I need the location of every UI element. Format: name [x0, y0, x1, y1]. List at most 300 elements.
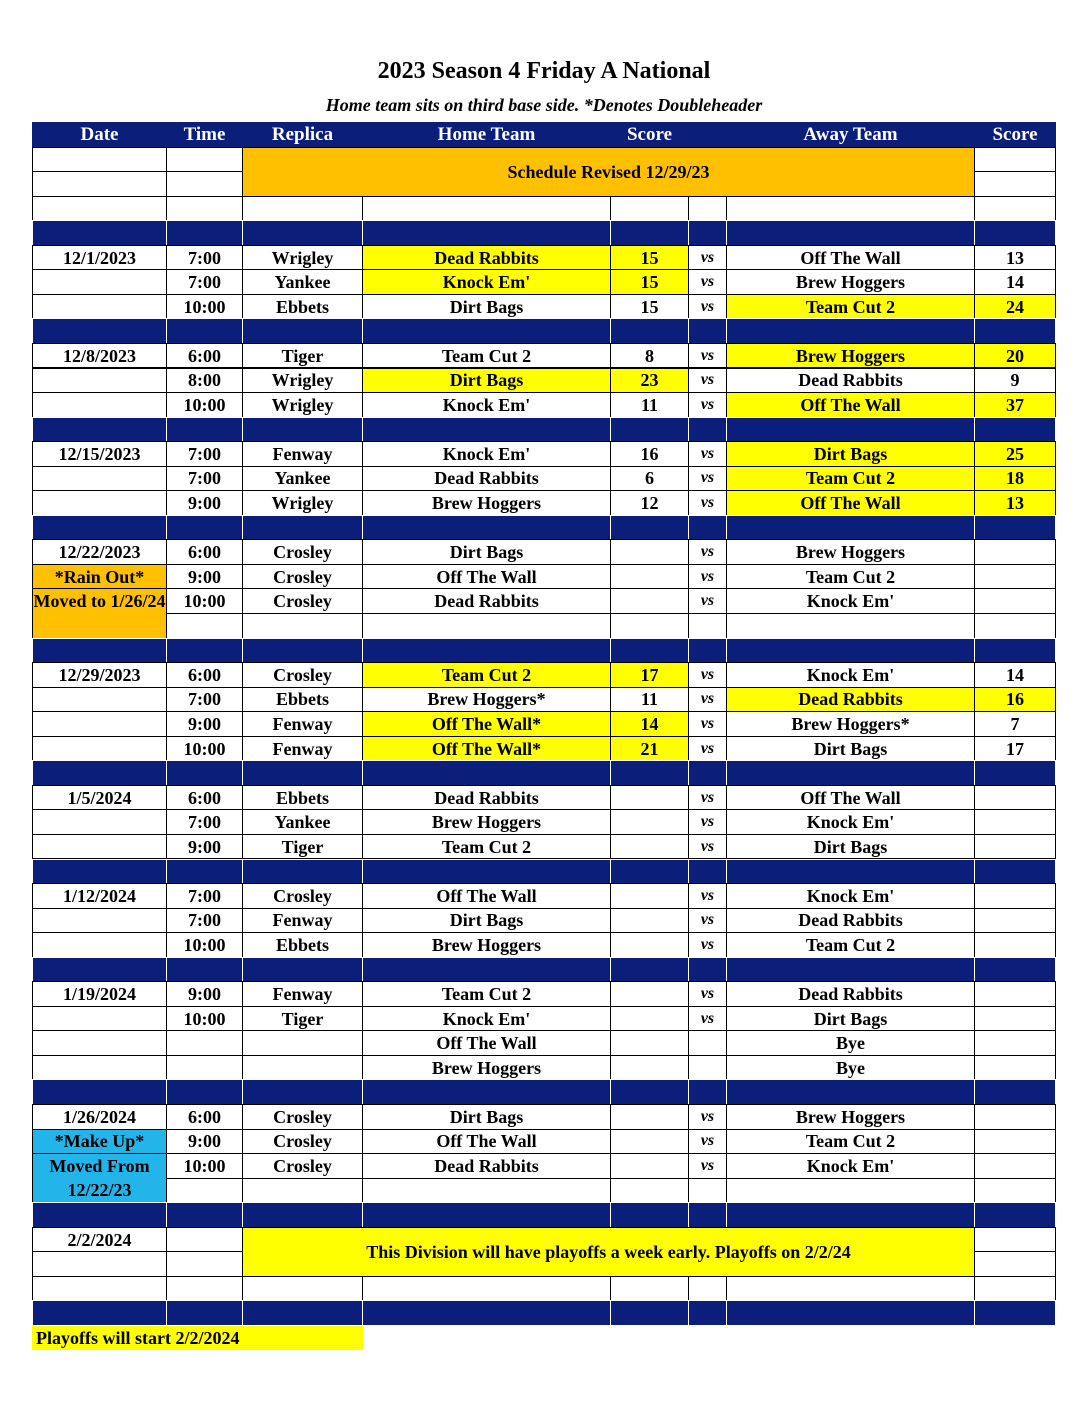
- empty-cell: [32, 809, 167, 835]
- separator-cell: [610, 638, 689, 664]
- date-cell: 1/5/2024: [32, 785, 167, 811]
- home-team-cell: Knock Em': [362, 392, 611, 418]
- separator-cell: [610, 859, 689, 885]
- separator-cell: [610, 957, 689, 983]
- separator-cell: [362, 760, 611, 786]
- away-score-cell: [974, 834, 1056, 860]
- date-cell: 12/22/2023: [32, 539, 167, 565]
- home-team-cell: Dead Rabbits: [362, 1153, 611, 1179]
- separator-cell: [242, 638, 363, 664]
- empty-cell: [32, 1030, 167, 1056]
- footer-note: Playoffs will start 2/2/2024: [32, 1326, 363, 1350]
- time-cell: 9:00: [166, 490, 243, 516]
- vs-cell: vs: [688, 883, 727, 909]
- column-header: Date: [32, 122, 167, 148]
- away-score-cell: 37: [974, 392, 1056, 418]
- empty-cell: [166, 147, 243, 173]
- separator-cell: [166, 318, 243, 344]
- revised-banner: Schedule Revised 12/29/23: [242, 147, 975, 197]
- separator-cell: [974, 515, 1056, 541]
- vs-cell: vs: [688, 539, 727, 565]
- separator-cell: [974, 859, 1056, 885]
- date-cell: 2/2/2024: [32, 1227, 167, 1253]
- empty-cell: [726, 613, 975, 639]
- home-team-cell: Brew Hoggers: [362, 490, 611, 516]
- vs-cell: vs: [688, 736, 727, 762]
- empty-cell: [974, 171, 1056, 197]
- vs-cell: vs: [688, 490, 727, 516]
- away-team-cell: Dead Rabbits: [726, 687, 975, 713]
- time-cell: 7:00: [166, 466, 243, 492]
- separator-cell: [362, 1300, 611, 1326]
- home-score-cell: 15: [610, 245, 689, 271]
- empty-cell: [166, 613, 243, 639]
- vs-cell: vs: [688, 294, 727, 320]
- empty-cell: [32, 1276, 167, 1302]
- away-team-cell: Knock Em': [726, 662, 975, 688]
- separator-cell: [688, 220, 727, 246]
- empty-cell: [688, 1178, 727, 1204]
- replica-cell: Fenway: [242, 908, 363, 934]
- home-score-cell: 6: [610, 466, 689, 492]
- away-team-cell: Bye: [726, 1030, 975, 1056]
- empty-cell: [362, 613, 611, 639]
- separator-cell: [242, 760, 363, 786]
- empty-cell: [242, 1276, 363, 1302]
- replica-cell: Ebbets: [242, 687, 363, 713]
- away-score-cell: 16: [974, 687, 1056, 713]
- home-score-cell: 16: [610, 441, 689, 467]
- away-score-cell: [974, 932, 1056, 958]
- home-team-cell: Team Cut 2: [362, 981, 611, 1007]
- separator-cell: [688, 760, 727, 786]
- separator-cell: [974, 417, 1056, 443]
- separator-cell: [362, 638, 611, 664]
- separator-cell: [242, 859, 363, 885]
- separator-cell: [32, 417, 167, 443]
- away-team-cell: Team Cut 2: [726, 564, 975, 590]
- replica-cell: Crosley: [242, 539, 363, 565]
- separator-cell: [726, 957, 975, 983]
- separator-cell: [610, 220, 689, 246]
- separator-cell: [688, 859, 727, 885]
- empty-cell: [242, 613, 363, 639]
- away-score-cell: 14: [974, 662, 1056, 688]
- home-team-cell: Team Cut 2: [362, 343, 611, 369]
- time-cell: 7:00: [166, 883, 243, 909]
- separator-cell: [610, 417, 689, 443]
- separator-cell: [362, 515, 611, 541]
- empty-cell: [32, 1006, 167, 1032]
- separator-cell: [32, 1079, 167, 1105]
- away-team-cell: Dirt Bags: [726, 834, 975, 860]
- date-cell: 12/29/2023: [32, 662, 167, 688]
- replica-cell: Crosley: [242, 588, 363, 614]
- date-cell: 1/26/2024: [32, 1104, 167, 1130]
- separator-cell: [688, 1202, 727, 1228]
- separator-cell: [610, 1300, 689, 1326]
- separator-cell: [688, 515, 727, 541]
- away-team-cell: Brew Hoggers: [726, 343, 975, 369]
- empty-cell: [362, 1178, 611, 1204]
- home-score-cell: [610, 539, 689, 565]
- separator-cell: [32, 318, 167, 344]
- replica-cell: Yankee: [242, 466, 363, 492]
- separator-cell: [726, 515, 975, 541]
- away-team-cell: Off The Wall: [726, 490, 975, 516]
- away-score-cell: 20: [974, 343, 1056, 369]
- separator-cell: [726, 1079, 975, 1105]
- separator-cell: [166, 638, 243, 664]
- away-score-cell: 18: [974, 466, 1056, 492]
- empty-cell: [362, 196, 611, 222]
- replica-cell: [242, 1055, 363, 1081]
- separator-cell: [166, 1202, 243, 1228]
- away-score-cell: 7: [974, 711, 1056, 737]
- empty-cell: [688, 196, 727, 222]
- away-score-cell: [974, 1129, 1056, 1155]
- home-score-cell: [610, 588, 689, 614]
- away-score-cell: [974, 564, 1056, 590]
- column-header: [688, 122, 727, 148]
- date-cell: 12/15/2023: [32, 441, 167, 467]
- separator-cell: [32, 957, 167, 983]
- separator-cell: [688, 417, 727, 443]
- time-cell: 6:00: [166, 785, 243, 811]
- home-team-cell: Team Cut 2: [362, 834, 611, 860]
- separator-cell: [726, 638, 975, 664]
- vs-cell: vs: [688, 908, 727, 934]
- empty-cell: [610, 1178, 689, 1204]
- empty-cell: [32, 368, 167, 394]
- empty-cell: [32, 196, 167, 222]
- home-team-cell: Team Cut 2: [362, 662, 611, 688]
- home-score-cell: [610, 1030, 689, 1056]
- separator-cell: [726, 1202, 975, 1228]
- time-cell: 9:00: [166, 981, 243, 1007]
- away-team-cell: Team Cut 2: [726, 1129, 975, 1155]
- separator-cell: [166, 957, 243, 983]
- away-team-cell: Brew Hoggers: [726, 269, 975, 295]
- away-score-cell: [974, 908, 1056, 934]
- replica-cell: Yankee: [242, 809, 363, 835]
- home-team-cell: Off The Wall: [362, 1129, 611, 1155]
- separator-cell: [610, 318, 689, 344]
- separator-cell: [726, 1300, 975, 1326]
- replica-cell: [242, 1030, 363, 1056]
- home-score-cell: 11: [610, 687, 689, 713]
- empty-cell: [32, 392, 167, 418]
- away-team-cell: Dirt Bags: [726, 1006, 975, 1032]
- empty-cell: [610, 1276, 689, 1302]
- vs-cell: vs: [688, 785, 727, 811]
- vs-cell: vs: [688, 809, 727, 835]
- empty-cell: [242, 196, 363, 222]
- away-score-cell: [974, 809, 1056, 835]
- empty-cell: [32, 711, 167, 737]
- home-team-cell: Dirt Bags: [362, 368, 611, 394]
- home-score-cell: 12: [610, 490, 689, 516]
- away-team-cell: Dirt Bags: [726, 736, 975, 762]
- home-team-cell: Knock Em': [362, 1006, 611, 1032]
- home-score-cell: [610, 809, 689, 835]
- time-cell: 7:00: [166, 908, 243, 934]
- separator-cell: [610, 1079, 689, 1105]
- vs-cell: vs: [688, 1129, 727, 1155]
- vs-cell: vs: [688, 368, 727, 394]
- empty-cell: [32, 466, 167, 492]
- vs-cell: vs: [688, 711, 727, 737]
- separator-cell: [974, 957, 1056, 983]
- empty-cell: [974, 196, 1056, 222]
- empty-cell: [32, 269, 167, 295]
- separator-cell: [688, 318, 727, 344]
- separator-cell: [166, 220, 243, 246]
- separator-cell: [688, 1300, 727, 1326]
- column-header: Home Team: [362, 122, 611, 148]
- home-team-cell: Dirt Bags: [362, 539, 611, 565]
- separator-cell: [242, 957, 363, 983]
- column-header: Score: [974, 122, 1056, 148]
- away-team-cell: Dead Rabbits: [726, 908, 975, 934]
- vs-cell: vs: [688, 245, 727, 271]
- vs-cell: vs: [688, 981, 727, 1007]
- home-score-cell: 23: [610, 368, 689, 394]
- home-score-cell: 11: [610, 392, 689, 418]
- separator-cell: [362, 220, 611, 246]
- replica-cell: Crosley: [242, 1129, 363, 1155]
- empty-cell: [32, 171, 167, 197]
- empty-cell: [688, 1055, 727, 1081]
- empty-cell: [974, 147, 1056, 173]
- home-team-cell: Dirt Bags: [362, 294, 611, 320]
- separator-cell: [610, 515, 689, 541]
- empty-cell: [362, 1276, 611, 1302]
- home-team-cell: Brew Hoggers: [362, 809, 611, 835]
- replica-cell: Tiger: [242, 1006, 363, 1032]
- separator-cell: [726, 760, 975, 786]
- vs-cell: vs: [688, 1104, 727, 1130]
- empty-cell: [688, 613, 727, 639]
- empty-cell: [32, 932, 167, 958]
- time-cell: 10:00: [166, 294, 243, 320]
- away-team-cell: Brew Hoggers: [726, 1104, 975, 1130]
- empty-cell: [166, 1178, 243, 1204]
- home-team-cell: Off The Wall: [362, 883, 611, 909]
- empty-cell: [726, 1276, 975, 1302]
- column-header: Time: [166, 122, 243, 148]
- empty-cell: [32, 687, 167, 713]
- home-score-cell: [610, 908, 689, 934]
- empty-cell: [726, 196, 975, 222]
- rain-out-moved: Moved to 1/26/24: [32, 588, 167, 638]
- separator-cell: [688, 1079, 727, 1105]
- page-title: 2023 Season 4 Friday A National: [377, 58, 711, 84]
- separator-cell: [974, 1300, 1056, 1326]
- vs-cell: vs: [688, 269, 727, 295]
- separator-cell: [726, 417, 975, 443]
- replica-cell: Crosley: [242, 1153, 363, 1179]
- make-up-moved: Moved From 12/22/23: [32, 1153, 167, 1203]
- away-team-cell: Team Cut 2: [726, 932, 975, 958]
- time-cell: [166, 1055, 243, 1081]
- separator-cell: [242, 318, 363, 344]
- time-cell: 10:00: [166, 392, 243, 418]
- separator-cell: [610, 760, 689, 786]
- home-score-cell: [610, 932, 689, 958]
- home-score-cell: [610, 883, 689, 909]
- separator-cell: [166, 515, 243, 541]
- replica-cell: Tiger: [242, 343, 363, 369]
- away-score-cell: [974, 785, 1056, 811]
- empty-cell: [32, 736, 167, 762]
- time-cell: 9:00: [166, 564, 243, 590]
- away-score-cell: [974, 1006, 1056, 1032]
- home-team-cell: Off The Wall*: [362, 736, 611, 762]
- separator-cell: [362, 859, 611, 885]
- make-up-label: *Make Up*: [32, 1129, 167, 1155]
- empty-cell: [688, 1030, 727, 1056]
- replica-cell: Fenway: [242, 441, 363, 467]
- home-team-cell: Brew Hoggers: [362, 1055, 611, 1081]
- vs-cell: vs: [688, 687, 727, 713]
- away-score-cell: [974, 981, 1056, 1007]
- replica-cell: Wrigley: [242, 368, 363, 394]
- empty-cell: [32, 834, 167, 860]
- away-team-cell: Brew Hoggers: [726, 539, 975, 565]
- home-team-cell: Dirt Bags: [362, 908, 611, 934]
- away-score-cell: [974, 539, 1056, 565]
- replica-cell: Wrigley: [242, 245, 363, 271]
- away-team-cell: Dirt Bags: [726, 441, 975, 467]
- empty-cell: [166, 1276, 243, 1302]
- empty-cell: [166, 1227, 243, 1253]
- empty-cell: [688, 1276, 727, 1302]
- separator-cell: [32, 859, 167, 885]
- home-score-cell: 15: [610, 294, 689, 320]
- vs-cell: vs: [688, 441, 727, 467]
- away-team-cell: Dead Rabbits: [726, 368, 975, 394]
- separator-cell: [974, 760, 1056, 786]
- home-team-cell: Off The Wall: [362, 1030, 611, 1056]
- replica-cell: Crosley: [242, 883, 363, 909]
- replica-cell: Ebbets: [242, 294, 363, 320]
- empty-cell: [242, 1178, 363, 1204]
- separator-cell: [362, 1079, 611, 1105]
- separator-cell: [166, 760, 243, 786]
- away-score-cell: [974, 1104, 1056, 1130]
- replica-cell: Crosley: [242, 1104, 363, 1130]
- empty-cell: [32, 294, 167, 320]
- away-score-cell: [974, 1153, 1056, 1179]
- vs-cell: vs: [688, 343, 727, 369]
- away-team-cell: Team Cut 2: [726, 466, 975, 492]
- column-header: Score: [610, 122, 689, 148]
- home-score-cell: [610, 1153, 689, 1179]
- away-score-cell: 13: [974, 245, 1056, 271]
- separator-cell: [32, 1300, 167, 1326]
- home-score-cell: 17: [610, 662, 689, 688]
- replica-cell: Ebbets: [242, 785, 363, 811]
- separator-cell: [32, 638, 167, 664]
- separator-cell: [974, 638, 1056, 664]
- home-score-cell: [610, 1006, 689, 1032]
- time-cell: 6:00: [166, 662, 243, 688]
- time-cell: 9:00: [166, 834, 243, 860]
- separator-cell: [242, 417, 363, 443]
- time-cell: 6:00: [166, 539, 243, 565]
- empty-cell: [610, 613, 689, 639]
- away-team-cell: Off The Wall: [726, 785, 975, 811]
- replica-cell: Crosley: [242, 564, 363, 590]
- home-team-cell: Dirt Bags: [362, 1104, 611, 1130]
- playoff-banner: This Division will have playoffs a week early. Playoffs on 2/2/24: [242, 1227, 975, 1277]
- separator-cell: [974, 1202, 1056, 1228]
- empty-cell: [166, 196, 243, 222]
- home-score-cell: [610, 1055, 689, 1081]
- separator-cell: [242, 220, 363, 246]
- date-cell: 1/12/2024: [32, 883, 167, 909]
- column-header: Replica: [242, 122, 363, 148]
- empty-cell: [32, 1055, 167, 1081]
- away-team-cell: Off The Wall: [726, 245, 975, 271]
- home-score-cell: 21: [610, 736, 689, 762]
- replica-cell: Yankee: [242, 269, 363, 295]
- separator-cell: [166, 417, 243, 443]
- separator-cell: [32, 760, 167, 786]
- home-score-cell: [610, 834, 689, 860]
- away-score-cell: [974, 1030, 1056, 1056]
- away-team-cell: Knock Em': [726, 1153, 975, 1179]
- separator-cell: [610, 1202, 689, 1228]
- empty-cell: [166, 171, 243, 197]
- home-score-cell: 8: [610, 343, 689, 369]
- vs-cell: vs: [688, 466, 727, 492]
- away-team-cell: Knock Em': [726, 588, 975, 614]
- separator-cell: [166, 859, 243, 885]
- date-cell: 12/1/2023: [32, 245, 167, 271]
- away-team-cell: Off The Wall: [726, 392, 975, 418]
- time-cell: 7:00: [166, 809, 243, 835]
- vs-cell: vs: [688, 662, 727, 688]
- empty-cell: [974, 613, 1056, 639]
- home-team-cell: Dead Rabbits: [362, 588, 611, 614]
- separator-cell: [166, 1079, 243, 1105]
- away-team-cell: Knock Em': [726, 883, 975, 909]
- home-team-cell: Brew Hoggers: [362, 932, 611, 958]
- vs-cell: vs: [688, 834, 727, 860]
- home-score-cell: [610, 981, 689, 1007]
- time-cell: 7:00: [166, 245, 243, 271]
- empty-cell: [166, 1251, 243, 1277]
- empty-cell: [610, 196, 689, 222]
- home-score-cell: [610, 785, 689, 811]
- time-cell: 10:00: [166, 588, 243, 614]
- vs-cell: vs: [688, 1006, 727, 1032]
- rain-out-label: *Rain Out*: [32, 564, 167, 590]
- home-team-cell: Off The Wall: [362, 564, 611, 590]
- time-cell: 10:00: [166, 736, 243, 762]
- away-team-cell: Dead Rabbits: [726, 981, 975, 1007]
- away-team-cell: Brew Hoggers*: [726, 711, 975, 737]
- separator-cell: [974, 318, 1056, 344]
- away-score-cell: 9: [974, 368, 1056, 394]
- away-score-cell: 25: [974, 441, 1056, 467]
- replica-cell: Wrigley: [242, 490, 363, 516]
- empty-cell: [32, 490, 167, 516]
- home-team-cell: Dead Rabbits: [362, 785, 611, 811]
- away-team-cell: Team Cut 2: [726, 294, 975, 320]
